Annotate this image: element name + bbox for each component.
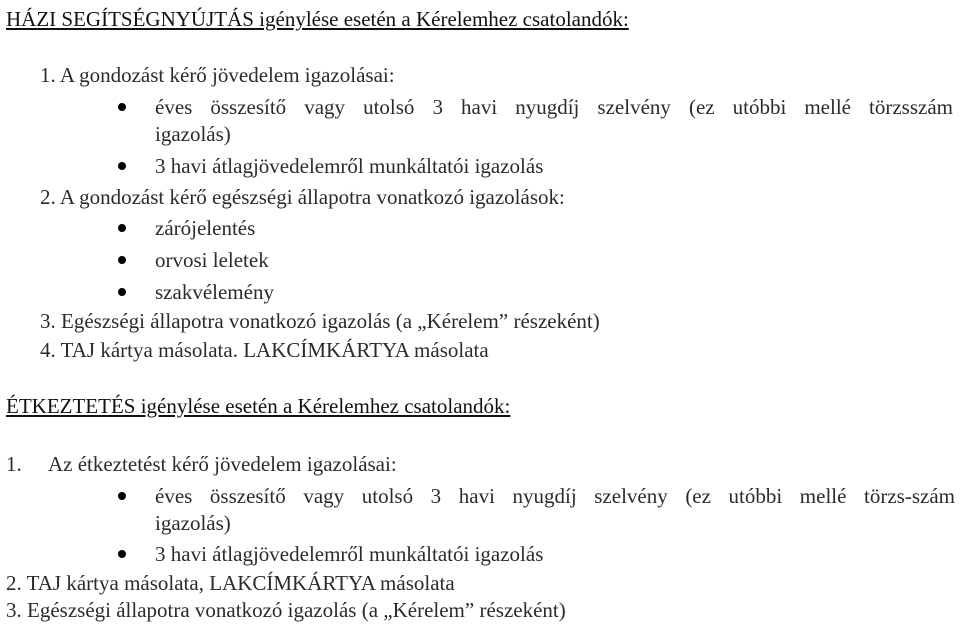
section2-heading: ÉTKEZTETÉS igénylése esetén a Kérelemhez csatolandók: bbox=[6, 394, 511, 418]
section1-item1-bullet1-line1: éves összesítő vagy utolsó 3 havi nyugdíj szelvény (ez utóbbi mellé törzsszám bbox=[155, 95, 953, 119]
section1-item2-bullet2: orvosi leletek bbox=[155, 248, 269, 272]
section1-item1-bullet1-line2: igazolás) bbox=[155, 122, 231, 146]
bullet-icon bbox=[118, 162, 126, 170]
bullet-icon bbox=[118, 550, 126, 558]
section2-item3: 3. Egészségi állapotra vonatkozó igazolás (a „Kérelem” részeként) bbox=[6, 598, 566, 622]
section2-item1-label: Az étkeztetést kérő jövedelem igazolásai: bbox=[48, 452, 397, 476]
section2-item1-number: 1. bbox=[6, 452, 22, 476]
section1-item4: 4. TAJ kártya másolata. LAKCÍMKÁRTYA másolata bbox=[40, 338, 489, 362]
section2-item1-bullet2: 3 havi átlagjövedelemről munkáltatói igazolás bbox=[155, 542, 544, 566]
bullet-icon bbox=[118, 256, 126, 264]
bullet-icon bbox=[118, 492, 126, 500]
bullet-icon bbox=[118, 224, 126, 232]
section1-item2-bullet3: szakvélemény bbox=[155, 280, 274, 304]
bullet-icon bbox=[118, 103, 126, 111]
bullet-icon bbox=[118, 288, 126, 296]
section2-item1-bullet1-line2: igazolás) bbox=[155, 511, 231, 535]
section2-item2: 2. TAJ kártya másolata, LAKCÍMKÁRTYA másolata bbox=[6, 571, 455, 595]
section1-item1-label: 1. A gondozást kérő jövedelem igazolásai: bbox=[40, 63, 395, 87]
section1-heading: HÁZI SEGÍTSÉGNYÚJTÁS igénylése esetén a Kérelemhez csatolandók: bbox=[6, 7, 629, 31]
section1-item2-label: 2. A gondozást kérő egészségi állapotra vonatkozó igazolások: bbox=[40, 185, 565, 209]
section1-item1-bullet2: 3 havi átlagjövedelemről munkáltatói igazolás bbox=[155, 154, 544, 178]
section1-item2-bullet1: zárójelentés bbox=[155, 216, 256, 240]
section2-item1-bullet1-line1: éves összesítő vagy utolsó 3 havi nyugdíj szelvény (ez utóbbi mellé törzs-szám bbox=[155, 484, 955, 508]
section1-item3: 3. Egészségi állapotra vonatkozó igazolás (a „Kérelem” részeként) bbox=[40, 309, 600, 333]
